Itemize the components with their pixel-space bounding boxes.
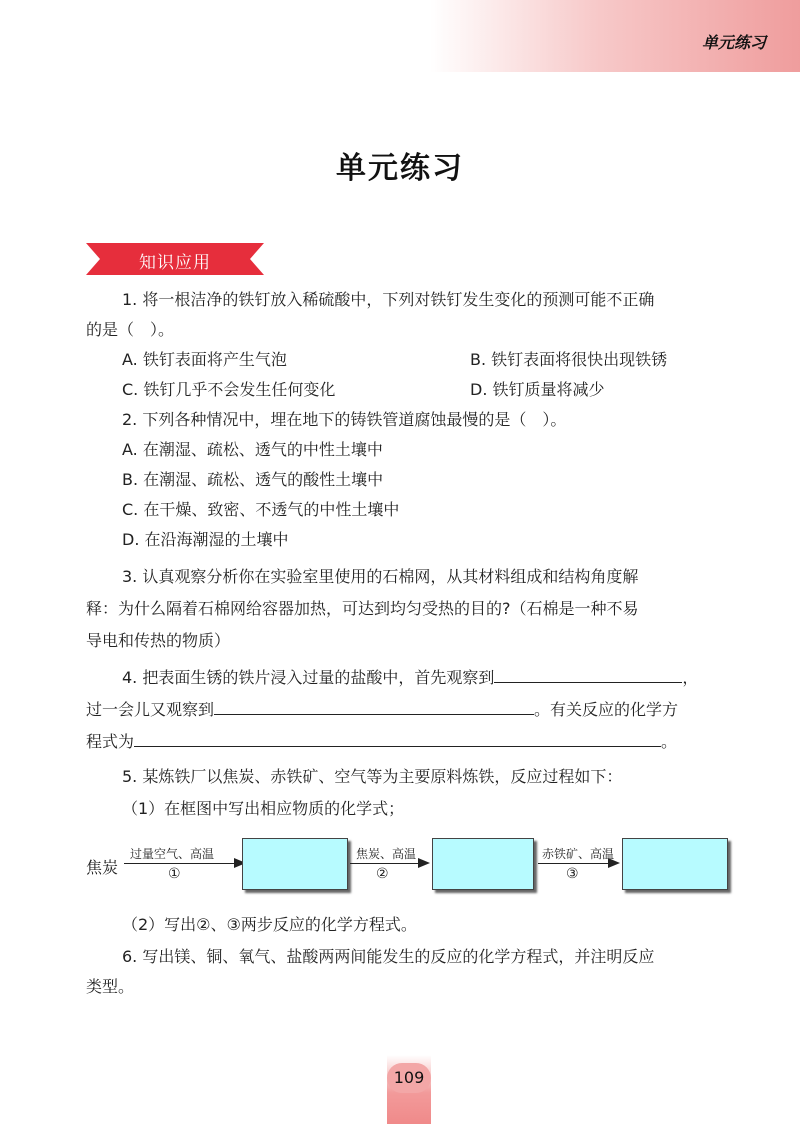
q2-option-b: B. 在潮湿、疏松、透气的酸性土壤中 xyxy=(122,470,384,489)
q3-line3: 导电和传热的物质） xyxy=(86,631,231,650)
q1-stem-line2: 的是（ ）。 xyxy=(86,320,175,339)
q4-blank-3[interactable] xyxy=(134,728,661,747)
flow-box-3[interactable] xyxy=(622,838,728,890)
q2-option-a: A. 在潮湿、疏松、透气的中性土壤中 xyxy=(122,440,383,459)
q4-line1 xyxy=(122,664,698,688)
page-title: 单元练习 xyxy=(336,151,464,186)
flow-arrow-1 xyxy=(124,863,236,864)
q5-stem: 5. 某炼铁厂以焦炭、赤铁矿、空气等为主要原料炼铁，反应过程如下： xyxy=(122,767,623,786)
section-tag xyxy=(86,243,264,275)
page-number: 109 xyxy=(387,1063,431,1093)
q1-option-c: C. 铁钉几乎不会发生任何变化 xyxy=(122,380,336,399)
flow-step1-condition: 过量空气、高温 xyxy=(130,847,215,861)
q4-blank-2[interactable] xyxy=(214,696,534,715)
flow-box-2[interactable] xyxy=(432,838,534,890)
q4-line2-text: 过一会儿又观察到 xyxy=(86,700,215,719)
flow-arrowhead-3 xyxy=(608,858,620,868)
flow-arrow-2 xyxy=(350,863,420,864)
q4-line1-end: ， xyxy=(682,668,699,687)
q6-line2: 类型。 xyxy=(86,977,135,996)
header-title: 单元练习 xyxy=(701,33,766,52)
flow-box-1[interactable] xyxy=(242,838,348,890)
q1-stem-line1: 1. 将一根洁净的铁钉放入稀硫酸中，下列对铁钉发生变化的预测可能不正确 xyxy=(122,290,655,309)
flow-step2-condition: 焦炭、高温 xyxy=(356,847,417,861)
q5-sub2: （2）写出②、③两步反应的化学方程式。 xyxy=(122,915,417,934)
flow-start-label: 焦炭 xyxy=(86,858,119,877)
q4-line3-text: 程式为 xyxy=(86,732,135,751)
flow-step1-number: ① xyxy=(168,866,181,882)
flow-arrow-3 xyxy=(538,863,610,864)
q2-option-d: D. 在沿海潮湿的土壤中 xyxy=(122,530,289,549)
q5-sub1: （1）在框图中写出相应物质的化学式； xyxy=(122,799,405,818)
q4-blank-1[interactable] xyxy=(494,664,682,683)
q1-option-b: B. 铁钉表面将很快出现铁锈 xyxy=(470,350,668,369)
flow-arrowhead-2 xyxy=(418,858,430,868)
q4-line1-text: 4. 把表面生锈的铁片浸入过量的盐酸中，首先观察到 xyxy=(122,668,495,687)
q1-option-a: A. 铁钉表面将产生气泡 xyxy=(122,350,287,369)
q6-line1: 6. 写出镁、铜、氧气、盐酸两两间能发生的反应的化学方程式，并注明反应 xyxy=(122,947,655,966)
flow-step3-condition: 赤铁矿、高温 xyxy=(542,847,615,861)
q3-line1: 3. 认真观察分析你在实验室里使用的石棉网，从其材料组成和结构角度解 xyxy=(122,567,639,586)
q4-line3 xyxy=(86,728,677,752)
flow-step2-number: ② xyxy=(376,866,389,882)
q1-option-d: D. 铁钉质量将减少 xyxy=(470,380,605,399)
section-tag-label: 知识应用 xyxy=(139,253,211,273)
q4-line2 xyxy=(86,696,678,720)
q4-line2-end: 。有关反应的化学方 xyxy=(534,700,679,719)
q2-stem: 2. 下列各种情况中，埋在地下的铸铁管道腐蚀最慢的是（ ）。 xyxy=(122,410,567,429)
q4-line3-end: 。 xyxy=(661,732,678,751)
q3-line2: 释：为什么隔着石棉网给容器加热，可达到均匀受热的目的?（石棉是一种不易 xyxy=(86,599,639,618)
q5-flow-diagram xyxy=(86,838,736,894)
q2-option-c: C. 在干燥、致密、不透气的中性土壤中 xyxy=(122,500,400,519)
flow-step3-number: ③ xyxy=(566,866,579,882)
